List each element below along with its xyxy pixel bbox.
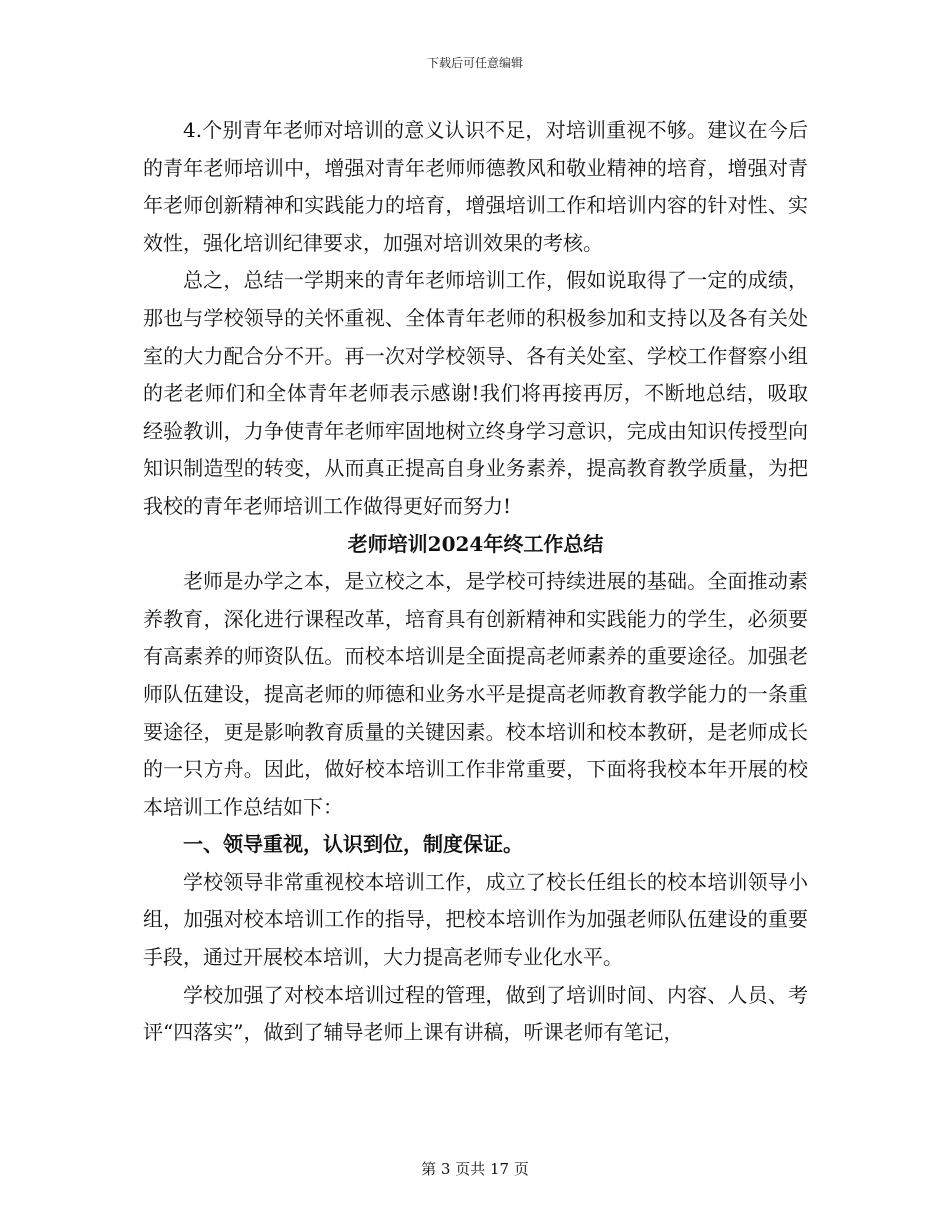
paragraph-4: 学校领导非常重视校本培训工作，成立了校长任组长的校本培训领导小组，加强对校本培训工作的指导，把校本培训作为加强老师队伍建设的重要手段，通过开展校本培训，大力提高老师专业化水平。 (143, 869, 808, 970)
paragraph-5: 学校加强了对校本培训过程的管理，做到了培训时间、内容、人员、考评“四落实”，做到了辅导老师上课有讲稿，听课老师有笔记， (143, 982, 808, 1045)
page-number: 第 3 页共 17 页 (421, 1160, 529, 1178)
paragraph-3: 老师是办学之本，是立校之本，是学校可持续进展的基础。全面推动素养教育，深化进行课程改革，培育具有创新精神和实践能力的学生，必须要有高素养的师资队伍。而校本培训是全面提高老师素养的重要途径。加强老师队伍建设，提高老师的师德和业务水平是提高老师教育教学能力的一条重要途径，更是影响教育质量的关键因素。校本培训和校本教研，是老师成长的一只方舟。因此，做好校本培训工作非常重要，下面将我校本年开展的校本培训工作总结如下： (143, 569, 808, 819)
header-note: 下载后可任意编辑 (426, 56, 523, 70)
paragraph-2: 总之，总结一学期来的青年老师培训工作，假如说取得了一定的成绩，那也与学校领导的关怀重视、全体青年老师的积极参加和支持以及各有关处室的大力配合分不开。再一次对学校领导、各有关处室、学校工作督察小组的老老师们和全体青年老师表示感谢!我们将再接再厉，不断地总结，吸取经验教训，力争使青年老师牢固地树立终身学习意识，完成由知识传授型向知识制造型的转变，从而真正提高自身业务素养，提高教育教学质量，为把我校的青年老师培训工作做得更好而努力! (143, 268, 808, 518)
section-heading-1: 一、领导重视，认识到位，制度保证。 (183, 832, 523, 857)
document-body (143, 112, 808, 1052)
document-title: 老师培训2024年终工作总结 (347, 531, 604, 556)
paragraph-1: 4.个别青年老师对培训的意义认识不足，对培训重视不够。建议在今后的青年老师培训中，增强对青年老师师德教风和敬业精神的培育，增强对青年老师创新精神和实践能力的培育，增强培训工作和培训内容的针对性、实效性，强化培训纪律要求，加强对培训效果的考核。 (143, 118, 808, 255)
